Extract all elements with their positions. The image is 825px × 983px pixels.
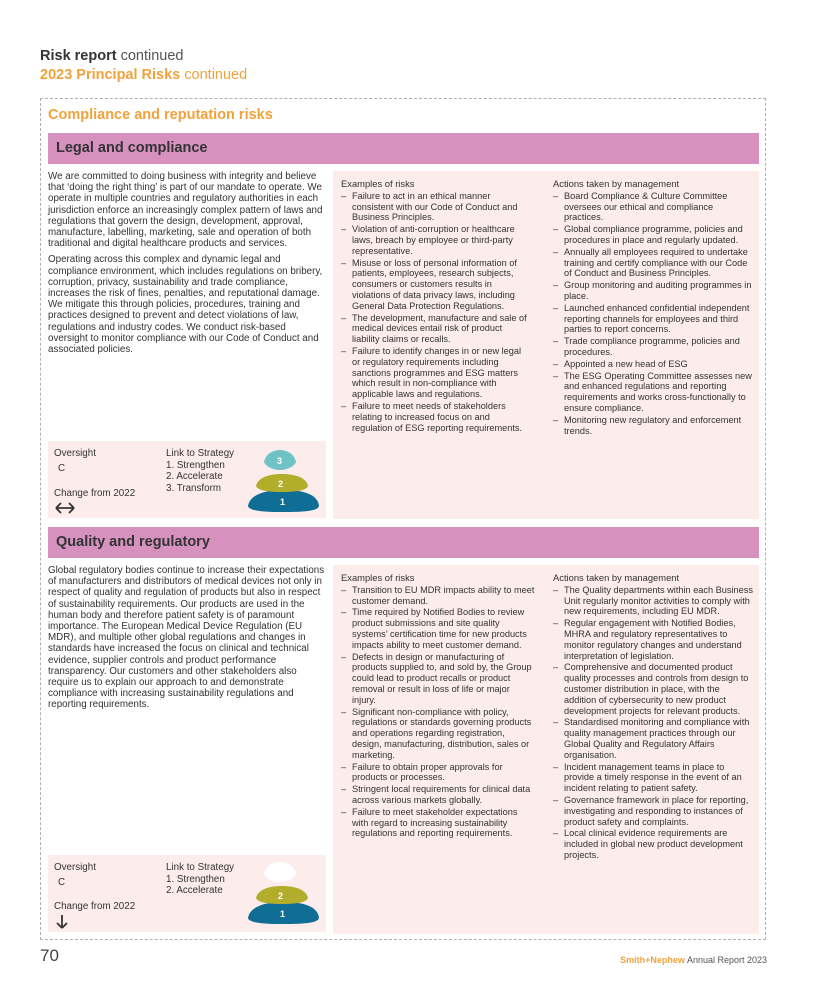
oversight-label: Oversight — [54, 448, 96, 459]
change-label: Change from 2022 — [54, 901, 136, 912]
intro-paragraph: Global regulatory bodies continue to increase their expectations of manufacturers and distributors of medical devices not only in respect of quality and regulation of products but also in respect of sustainability requirements. Our products are used in the human body and therefore patient safety is of paramount importance. The European Medical Device Regulation (EU MDR), and multiple other global regulations and changes in standards have increased the focus on clinical and technical evidence, supplier controls and product performance transparency. Our customers and other stakeholders also require us to explain our approach to and demonstrate compliance with increasing sustainability regulations and reporting requirements. — [48, 565, 325, 711]
risk-title-band: Quality and regulatory — [48, 527, 759, 558]
action-item: – Incident management teams in place to provide a timely response in the event of an incident relating to patient safety. — [553, 762, 753, 794]
example-item: – Failure to meet needs of stakeholders relating to increased focus on and regulation of ESG reporting requirements. — [341, 401, 531, 433]
intro-paragraph: We are committed to doing business with integrity and believe that ‘doing the right thing’ is part of our mandate to operate. We operate in multiple countries and regulatory authorities in each jurisdiction enforce an increasingly complex pattern of laws and regulations that govern the design, development, approval, manufacture, labelling, marketing, sale and operation of both traditional and digital healthcare products and services. — [48, 171, 323, 250]
risk-intro — [48, 565, 326, 716]
stone-label-1: 1 — [280, 497, 286, 507]
action-item: – Board Compliance & Culture Committee oversees our ethical and compliance practices. — [553, 191, 753, 223]
example-item: – Failure to identify changes in or new legal or regulatory requirements including sanctions programmes and ESG matters which result in non-compliance with applicable laws and regulations. — [341, 346, 531, 400]
strategy-item: 1. Strengthen — [166, 873, 225, 885]
stone-label-2: 2 — [278, 479, 284, 489]
strategy-block — [166, 862, 234, 897]
strategy-item: 1. Strengthen — [166, 459, 225, 471]
examples-column — [341, 179, 531, 434]
down-arrow-icon — [56, 914, 68, 929]
strategy-label: Link to Strategy — [166, 448, 235, 459]
page-number: 70 — [40, 946, 59, 965]
example-item: – Defects in design or manufacturing of products supplied to, and sold by, the Group could lead to product recalls or product removal or result in loss of life or major injury. — [341, 652, 535, 706]
examples-title: Examples of risks — [341, 178, 415, 189]
change-label: Change from 2022 — [54, 488, 136, 499]
example-item: – Failure to act in an ethical manner consistent with our Code of Conduct and Business Principles. — [341, 191, 531, 223]
action-item: – Local clinical evidence requirements are included in global new product development projects. — [553, 828, 753, 860]
action-item: – Global compliance programme, policies and procedures in place and regularly updated. — [553, 224, 753, 246]
risk-title-band: Legal and compliance — [48, 133, 759, 164]
examples-title: Examples of risks — [341, 572, 415, 583]
oversight-label: Oversight — [54, 862, 96, 873]
report-name: Annual Report 2023 — [686, 955, 767, 965]
example-item: – Violation of anti-corruption or healthcare laws, breach by employee or third-party representative. — [341, 224, 531, 256]
examples-column — [341, 573, 535, 840]
stone-label-1: 1 — [280, 909, 286, 919]
action-item: – The ESG Operating Committee assesses new and enhanced regulations and reporting requirements and works cross-functionally to ensure compliance. — [553, 371, 753, 414]
action-item: – Monitoring new regulatory and enforcement trends. — [553, 415, 753, 437]
risk-intro — [48, 171, 326, 360]
strategy-stones-icon — [246, 860, 322, 926]
strategy-item: 2. Accelerate — [166, 885, 223, 896]
actions-title: Actions taken by management — [553, 572, 680, 583]
example-item: – Failure to meet stakeholder expectations with regard to increasing sustainability regulations and reporting requirements. — [341, 807, 535, 839]
oversight-value: C — [58, 877, 66, 888]
strategy-label: Link to Strategy — [166, 862, 235, 873]
actions-column — [553, 179, 753, 437]
oversight-value: C — [58, 463, 66, 474]
example-item: – Stringent local requirements for clinical data across various markets globally. — [341, 784, 535, 806]
example-item: – The development, manufacture and sale of medical devices entail risk of product liability claims or recalls. — [341, 313, 531, 345]
actions-title: Actions taken by management — [553, 178, 680, 189]
stone-label-2: 2 — [278, 891, 284, 901]
action-item: – Appointed a new head of ESG — [553, 359, 753, 370]
page-header — [40, 47, 247, 85]
example-item: – Misuse or loss of personal information of patients, employees, research subjects, consumers or customers results in violations of data privacy laws, including General Data Protection Regulations. — [341, 258, 531, 312]
actions-column — [553, 573, 753, 862]
action-item: – Standardised monitoring and compliance with quality management practices through our Global Quality and Regulatory Affairs organisation. — [553, 717, 753, 760]
action-item: – Launched enhanced confidential independent reporting channels for employees and third parties to report concerns. — [553, 303, 753, 335]
horizontal-arrow-icon — [55, 501, 75, 515]
example-item: – Time required by Notified Bodies to review product submissions and site quality systems’ certification time for new products impacts ability to meet customer demand. — [341, 607, 535, 650]
strategy-stones-icon — [246, 448, 322, 514]
header-title: Risk report — [40, 48, 117, 64]
action-item: – Regular engagement with Notified Bodies, MHRA and regulatory representatives to monitor regulatory changes and understand interpretation of legislation. — [553, 618, 753, 661]
intro-paragraph: Operating across this complex and dynamic legal and compliance environment, which includes regulations on bribery, corruption, privacy, sustainability and trade compliance, increases the risk of fines, penalties, and reputational damage. We mitigate this through policies, procedures, training and practices designed to prevent and detect violations of law, regulations and industry codes. We conduct risk-based oversight to monitor compliance with our Code of Conduct and associated policies. — [48, 254, 323, 356]
brand-name: Smith+Nephew — [620, 955, 685, 965]
example-item: – Significant non-compliance with policy, regulations or standards governing products and operations regarding registration, design, manufacturing, distribution, sales or marketing. — [341, 707, 535, 761]
action-item: – Comprehensive and documented product quality processes and controls from design to customer distribution in place, with the addition of cybersecurity to new product development projects for relevant products. — [553, 662, 753, 716]
action-item: – Governance framework in place for reporting, investigating and responding to instances of product safety and complaints. — [553, 795, 753, 827]
example-item: – Failure to obtain proper approvals for products or processes. — [341, 762, 535, 784]
header-title-continued: continued — [120, 48, 184, 64]
action-item: – Trade compliance programme, policies and procedures. — [553, 336, 753, 358]
header-subtitle-continued: continued — [184, 67, 248, 83]
footer-brand — [620, 955, 767, 965]
strategy-item: 2. Accelerate — [166, 471, 223, 482]
action-item: – Group monitoring and auditing programmes in place. — [553, 280, 753, 302]
action-item: – Annually all employees required to undertake training and certify compliance with our Code of Conduct and Business Principles. — [553, 247, 753, 279]
header-subtitle: 2023 Principal Risks — [40, 67, 181, 83]
example-item: – Transition to EU MDR impacts ability to meet customer demand. — [341, 585, 535, 607]
section-title: Compliance and reputation risks — [48, 107, 273, 123]
action-item: – The Quality departments within each Business Unit regularly monitor activities to comply with new requirements, including EU MDR. — [553, 585, 753, 617]
strategy-block — [166, 448, 234, 494]
stone-label-3: 3 — [277, 456, 283, 466]
strategy-item: 3. Transform — [166, 482, 221, 494]
